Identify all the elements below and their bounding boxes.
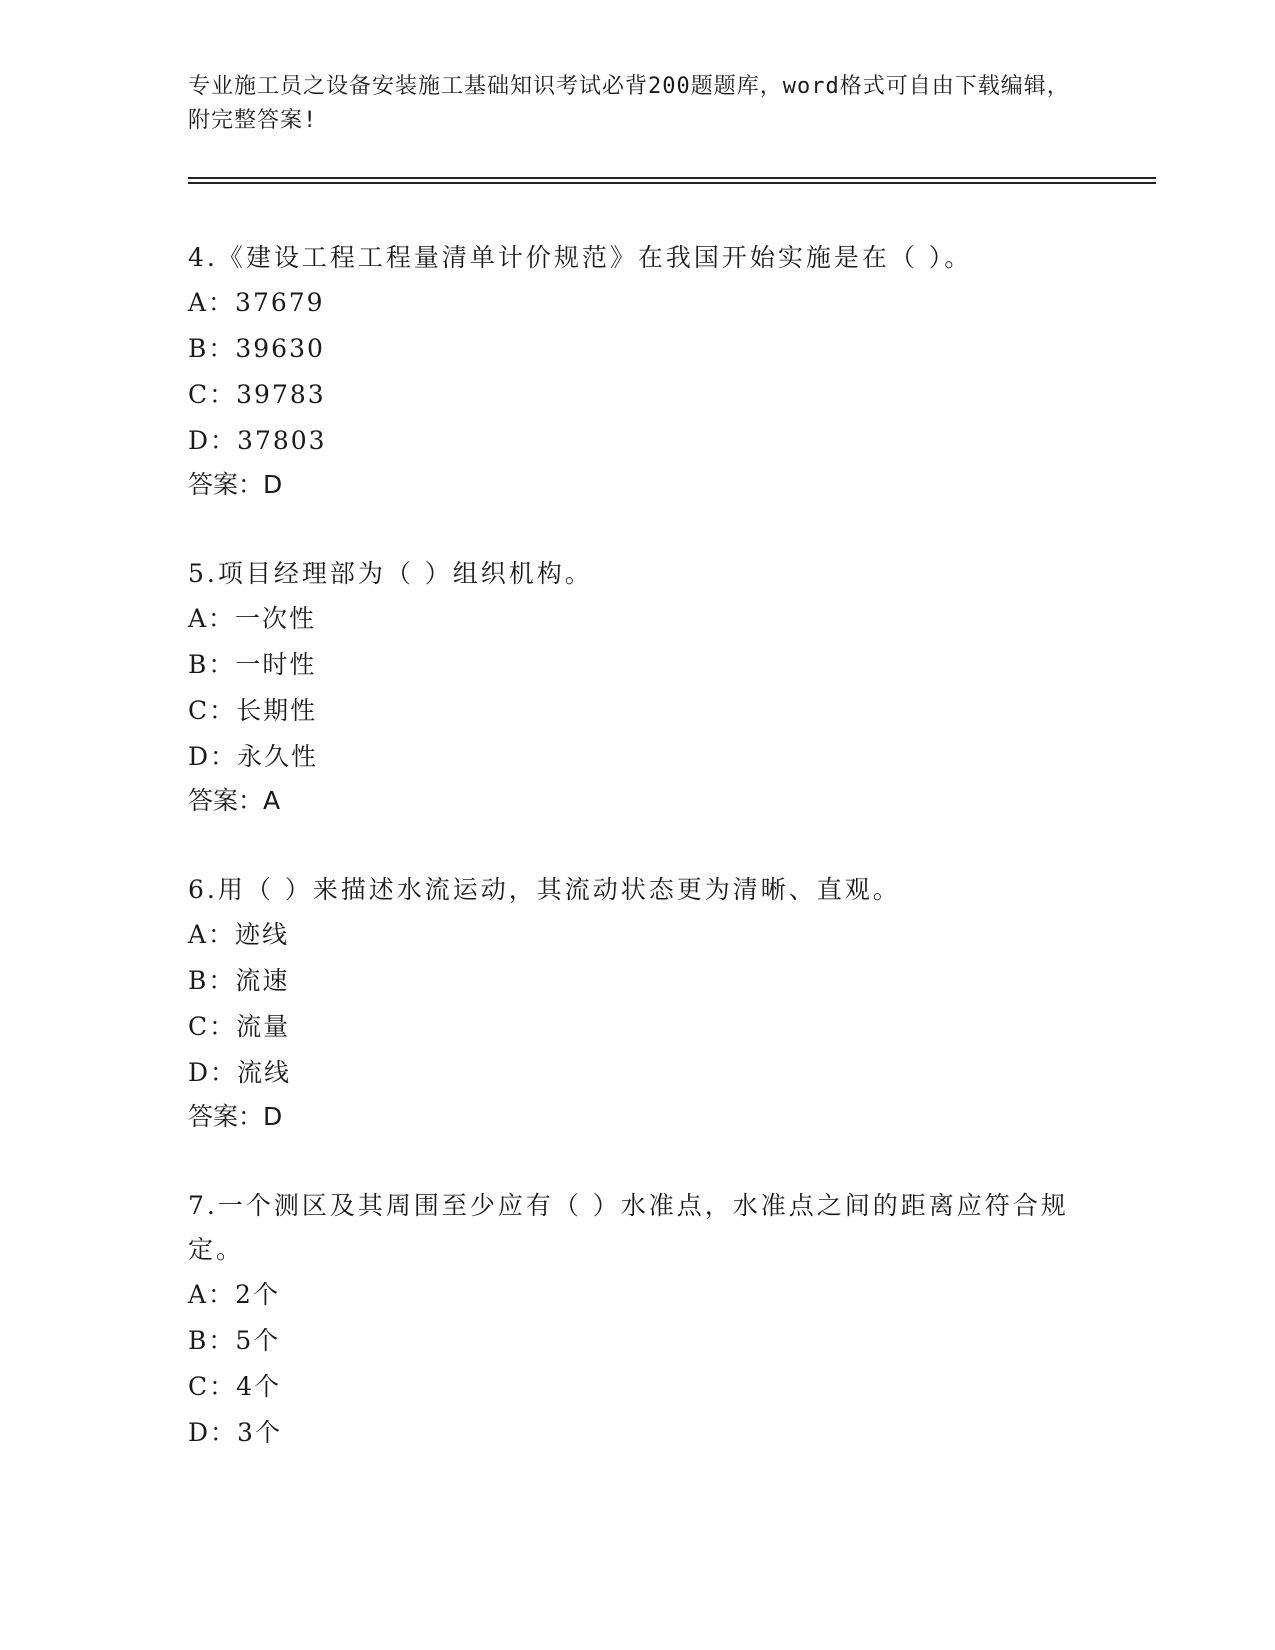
- option-b: B：5个: [188, 1326, 281, 1355]
- option-d: D：3个: [188, 1418, 282, 1447]
- document-title: 专业施工员之设备安装施工基础知识考试必背200题题库，word格式可自由下载编辑，附完整答案!: [188, 74, 1070, 133]
- option-b: B：流速: [188, 966, 290, 995]
- option-c: C：流量: [188, 1012, 291, 1041]
- option-a: A：2个: [188, 1280, 280, 1309]
- question-7: [188, 1184, 1088, 1456]
- option-a: A：一次性: [188, 604, 317, 633]
- question-stem: 5.项目经理部为（ ）组织机构。: [188, 559, 593, 588]
- option-c: C：39783: [188, 380, 326, 409]
- option-c: C：4个: [188, 1372, 282, 1401]
- question-list: [188, 236, 1088, 1502]
- question-stem: 6.用（ ）来描述水流运动，其流动状态更为清晰、直观。: [188, 875, 901, 904]
- question-6: [188, 868, 1088, 1138]
- answer-line: 答案：A: [188, 786, 281, 815]
- option-d: D：流线: [188, 1058, 292, 1087]
- option-b: B：39630: [188, 334, 325, 363]
- question-stem: 4.《建设工程工程量清单计价规范》在我国开始实施是在（ ）。: [188, 243, 973, 272]
- question-5: [188, 552, 1088, 822]
- option-a: A：迹线: [188, 920, 290, 949]
- document-header: [188, 70, 1088, 138]
- header-divider-bottom: [188, 182, 1156, 184]
- option-b: B：一时性: [188, 650, 317, 679]
- option-a: A：37679: [188, 288, 325, 317]
- question-stem: 7.一个测区及其周围至少应有（ ）水准点，水准点之间的距离应符合规定。: [188, 1191, 1069, 1264]
- option-c: C：长期性: [188, 696, 318, 725]
- header-divider-top: [188, 177, 1156, 179]
- answer-line: 答案：D: [188, 470, 283, 499]
- option-d: D：永久性: [188, 742, 319, 771]
- question-4: [188, 236, 1088, 506]
- option-d: D：37803: [188, 426, 327, 455]
- answer-line: 答案：D: [188, 1102, 283, 1131]
